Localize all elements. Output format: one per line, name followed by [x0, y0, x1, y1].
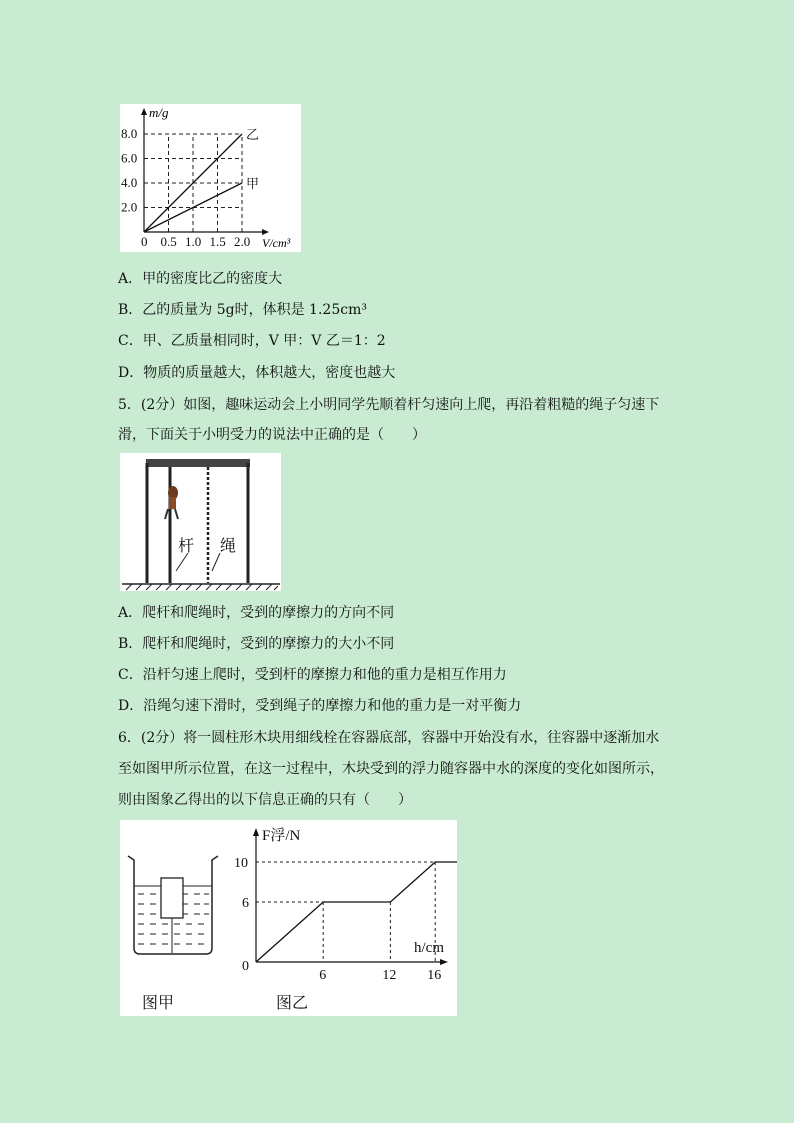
- y-tick-label: 4.0: [121, 175, 138, 190]
- y-tick-label: 6: [242, 896, 249, 911]
- pole-label: 杆: [178, 538, 195, 555]
- x-tick-label: 1.5: [209, 234, 226, 249]
- x-tick-label: 1.0: [185, 234, 202, 249]
- y-axis-label: m/g: [149, 105, 169, 120]
- q5-option-a: A．爬杆和爬绳时，受到的摩擦力的方向不同: [118, 605, 395, 621]
- q5-stem-line-2: 滑，下面关于小明受力的说法中正确的是（ ）: [118, 427, 426, 443]
- x-tick-label: 0.5: [160, 234, 177, 249]
- x-tick-label: 2.0: [234, 234, 251, 249]
- q6-stem-line-2: 至如图甲所示位置，在这一过程中，木块受到的浮力随容器中水的深度的变化如图所示，: [118, 761, 664, 777]
- x-tick-label: 12: [382, 968, 397, 983]
- q4-option-b: B．乙的质量为 5g时，体积是 1.25cm³: [118, 302, 367, 318]
- q5-option-d: D．沿绳匀速下滑时，受到绳子的摩擦力和他的重力是一对平衡力: [118, 698, 522, 714]
- graph-x-label: h/cm: [414, 940, 444, 956]
- y-tick-label: 2.0: [121, 199, 138, 215]
- buoyancy-graph: [234, 827, 457, 983]
- x-axis-arrow: [262, 229, 269, 235]
- density-chart-figure: [120, 104, 301, 252]
- figure-jia-label: 图甲: [142, 995, 175, 1012]
- figure-yi-label: 图乙: [276, 995, 309, 1012]
- beaker-diagram: [128, 856, 218, 954]
- graph-y-label: F浮/N: [262, 828, 301, 844]
- q4-option-a: A．甲的密度比乙的密度大: [118, 271, 283, 287]
- graph-origin-label: 0: [242, 959, 249, 974]
- rope-label: 绳: [220, 538, 237, 555]
- q4-option-d: D．物质的质量越大，体积越大，密度也越大: [118, 365, 396, 381]
- q6-stem-line-1: 6．(2分）将一圆柱形木块用细线栓在容器底部，容器中开始没有水，往容器中逐渐加水: [118, 730, 660, 746]
- x-tick-label: 16: [427, 968, 442, 983]
- crossbar: [146, 459, 250, 467]
- x-tick-label: 6: [319, 968, 327, 983]
- y-tick-label: 8.0: [121, 126, 138, 141]
- pole-rope-figure: [120, 453, 281, 591]
- density-chart: [120, 104, 301, 252]
- series-label: 乙: [246, 127, 260, 142]
- q5-stem-line-1: 5．(2分）如图，趣味运动会上小明同学先顺着杆匀速向上爬，再沿着粗糙的绳子匀速下: [118, 397, 660, 413]
- q5-option-c: C．沿杆匀速上爬时，受到杆的摩擦力和他的重力是相互作用力: [118, 667, 507, 683]
- wooden-block: [161, 878, 183, 918]
- y-tick-label: 10: [234, 856, 248, 871]
- q6-stem-line-3: 则由图象乙得出的以下信息正确的只有（ ）: [118, 792, 412, 808]
- x-axis-label: V/cm³: [262, 236, 291, 250]
- series-label: 甲: [246, 176, 260, 191]
- ground-hatching: [126, 584, 278, 590]
- q5-option-b: B．爬杆和爬绳时，受到的摩擦力的大小不同: [118, 636, 395, 652]
- y-tick-label: 6.0: [121, 150, 138, 166]
- x-tick-label: 0: [141, 234, 148, 249]
- buoyancy-figure: [120, 820, 457, 1016]
- y-axis-arrow: [141, 108, 147, 115]
- q4-option-c: C．甲、乙质量相同时，V 甲：V 乙＝1：2: [118, 333, 386, 349]
